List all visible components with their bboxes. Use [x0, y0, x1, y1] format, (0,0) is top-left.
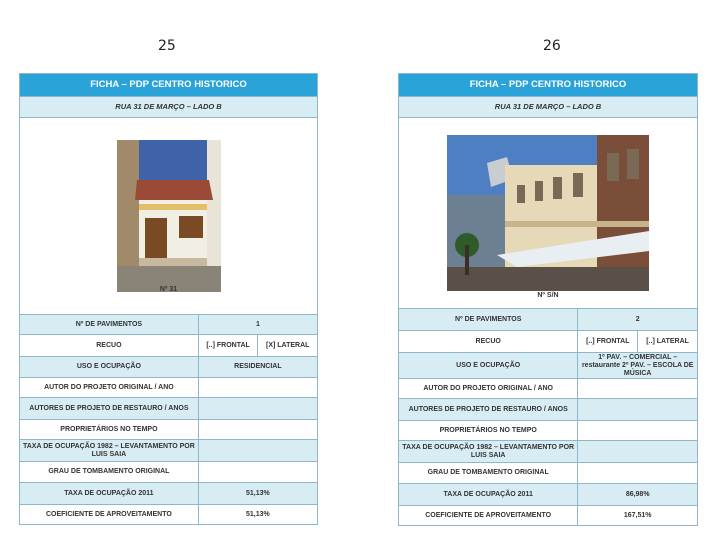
- ficha-header: FICHA – PDP CENTRO HISTORICO: [20, 74, 318, 97]
- floors-value: 1: [198, 315, 317, 335]
- listing-grade-value: [198, 462, 317, 483]
- occupancy-1982-value: [578, 441, 698, 463]
- coefficient-value: 51,13%: [198, 505, 317, 525]
- floors-label: Nº DE PAVIMENTOS: [20, 315, 199, 335]
- building-photo: [117, 140, 221, 292]
- coefficient-value: 167,51%: [578, 506, 698, 526]
- occupancy-2011-value: 51,13%: [198, 483, 317, 505]
- restoration-value: [578, 399, 698, 421]
- setback-lateral: [..] LATERAL: [638, 331, 698, 353]
- occupancy-2011-label: TAXA DE OCUPAÇÃO 2011: [20, 483, 199, 505]
- owners-value: [198, 420, 317, 440]
- setback-label: RECUO: [399, 331, 578, 353]
- author-label: AUTOR DO PROJETO ORIGINAL / ANO: [20, 378, 199, 398]
- author-label: AUTOR DO PROJETO ORIGINAL / ANO: [399, 379, 578, 399]
- occupancy-2011-label: TAXA DE OCUPAÇÃO 2011: [399, 484, 578, 506]
- photo-cell: [399, 118, 698, 309]
- floors-label: Nº DE PAVIMENTOS: [399, 309, 578, 331]
- page-number-left: 25: [158, 38, 176, 54]
- owners-label: PROPRIETÁRIOS NO TEMPO: [20, 420, 199, 440]
- listing-grade-value: [578, 463, 698, 484]
- ficha-right: [398, 73, 698, 526]
- house-number: Nº S/N: [537, 292, 559, 299]
- setback-frontal: [..] FRONTAL: [198, 335, 258, 357]
- occupancy-1982-label: TAXA DE OCUPAÇÃO 1982 – LEVANTAMENTO POR LUIS SAIA: [399, 441, 578, 463]
- ficha-header: FICHA – PDP CENTRO HISTORICO: [399, 74, 698, 97]
- house-number: Nº 31: [159, 286, 178, 293]
- owners-label: PROPRIETÁRIOS NO TEMPO: [399, 421, 578, 441]
- setback-label: RECUO: [20, 335, 199, 357]
- author-value: [578, 379, 698, 399]
- occupancy-1982-label: TAXA DE OCUPAÇÃO 1982 – LEVANTAMENTO POR LUIS SAIA: [20, 440, 199, 462]
- use-label: USO E OCUPAÇÃO: [399, 353, 578, 379]
- restoration-value: [198, 398, 317, 420]
- ficha-street: RUA 31 DE MARÇO – LADO B: [399, 97, 698, 118]
- listing-grade-label: GRAU DE TOMBAMENTO ORIGINAL: [399, 463, 578, 484]
- use-value: 1º PAV. – COMERCIAL – restaurante 2º PAV. – ESCOLA DE MÚSICA: [578, 353, 698, 379]
- ficha-left: [19, 73, 318, 525]
- occupancy-2011-value: 86,98%: [578, 484, 698, 506]
- setback-frontal: [..] FRONTAL: [578, 331, 638, 353]
- coefficient-label: COEFICIENTE DE APROVEITAMENTO: [20, 505, 199, 525]
- building-photo: [447, 135, 649, 291]
- listing-grade-label: GRAU DE TOMBAMENTO ORIGINAL: [20, 462, 199, 483]
- floors-value: 2: [578, 309, 698, 331]
- restoration-label: AUTORES DE PROJETO DE RESTAURO / ANOS: [399, 399, 578, 421]
- ficha-street: RUA 31 DE MARÇO – LADO B: [20, 97, 318, 118]
- use-value: RESIDENCIAL: [198, 357, 317, 378]
- restoration-label: AUTORES DE PROJETO DE RESTAURO / ANOS: [20, 398, 199, 420]
- coefficient-label: COEFICIENTE DE APROVEITAMENTO: [399, 506, 578, 526]
- use-label: USO E OCUPAÇÃO: [20, 357, 199, 378]
- photo-cell: [20, 118, 318, 315]
- owners-value: [578, 421, 698, 441]
- setback-lateral: [X] LATERAL: [258, 335, 318, 357]
- page-number-right: 26: [543, 38, 561, 54]
- occupancy-1982-value: [198, 440, 317, 462]
- author-value: [198, 378, 317, 398]
